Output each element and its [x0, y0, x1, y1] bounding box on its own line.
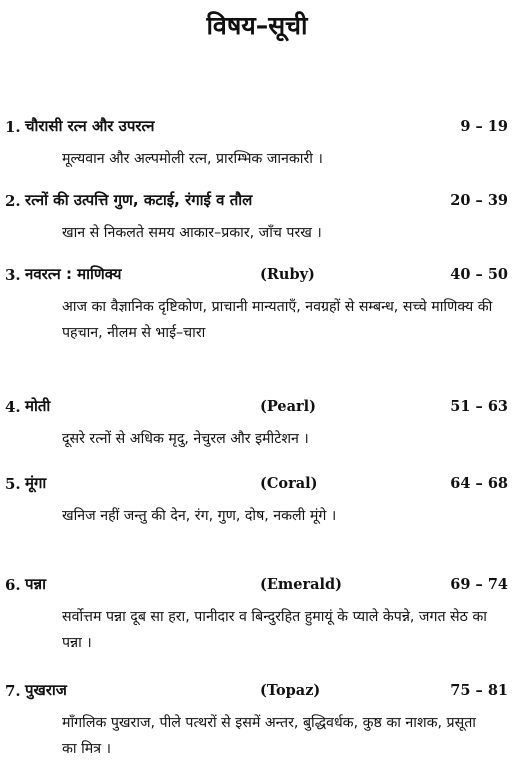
entry-description: खनिज नहीं जन्तु की देन, रंग, गुण, दोष, नकली मूंगे । — [62, 508, 337, 524]
entry-english-name: (Coral) — [260, 475, 318, 492]
entry-pages: 9 – 19 — [460, 118, 508, 135]
entry-description: आज का वैज्ञानिक दृष्टिकोण, प्राचानी मान्यताएँ, नवग्रहों से सम्बन्ध, सच्चे माणिक्य की पहचान, नीलम से भाई–चारा — [62, 299, 493, 341]
entry-english-name: (Emerald) — [260, 576, 343, 593]
entry-heading: चौरासी रत्न और उपरत्न — [25, 117, 155, 135]
entry-number: 4. — [5, 398, 21, 416]
entry-number: 1. — [5, 118, 21, 136]
toc-entry-7 — [0, 680, 514, 762]
entry-heading: मूंगा — [25, 474, 47, 492]
toc-entry-1 — [0, 116, 514, 172]
entry-heading: मोती — [25, 397, 51, 415]
entry-english-name: (Topaz) — [260, 682, 321, 699]
entry-description: सर्वोत्तम पन्ना दूब सा हरा, पानीदार व बिन्दुरहित हुमायूं के प्याले केपन्ने, जगत सेठ का पन्ना । — [62, 609, 487, 651]
entry-heading: रत्नों की उत्पत्ति गुण, कटाई, रंगाई व तौल — [25, 191, 253, 209]
entry-heading: नवरत्न : माणिक्य — [25, 265, 122, 283]
entry-pages: 75 – 81 — [450, 682, 508, 699]
page-title: विषय–सूची — [206, 11, 308, 40]
entry-heading: पन्ना — [25, 575, 46, 593]
entry-number: 3. — [5, 266, 21, 284]
entry-pages: 51 – 63 — [450, 398, 508, 415]
entry-description: मूल्यवान और अल्पमोली रत्न, प्रारम्भिक जानकारी । — [62, 151, 323, 167]
entry-pages: 69 – 74 — [450, 576, 508, 593]
toc-entry-4 — [0, 396, 514, 452]
toc-entry-6 — [0, 574, 514, 656]
entry-description: माँगलिक पुखराज, पीले पत्थरों से इसमें अन्तर, बुद्धिवर्धक, कुष्ठ का नाशक, प्रसूता का मित्र । — [62, 715, 476, 757]
entry-number: 5. — [5, 475, 21, 493]
entry-pages: 40 – 50 — [450, 266, 508, 283]
entry-number: 2. — [5, 192, 21, 210]
entry-pages: 20 – 39 — [450, 192, 508, 209]
entry-number: 7. — [5, 682, 21, 700]
toc-entry-5 — [0, 473, 514, 529]
entry-description: खान से निकलते समय आकार–प्रकार, जाँच परख । — [62, 225, 322, 241]
entry-english-name: (Ruby) — [260, 266, 315, 283]
entry-description: दूसरे रत्नों से अधिक मृदु, नेचुरल और इमीटेशन । — [62, 431, 309, 447]
entry-heading: पुखराज — [25, 681, 67, 699]
entry-number: 6. — [5, 576, 21, 594]
toc-entry-2 — [0, 190, 514, 246]
entry-english-name: (Pearl) — [260, 398, 317, 415]
entry-pages: 64 – 68 — [450, 475, 508, 492]
toc-entry-3 — [0, 264, 514, 346]
